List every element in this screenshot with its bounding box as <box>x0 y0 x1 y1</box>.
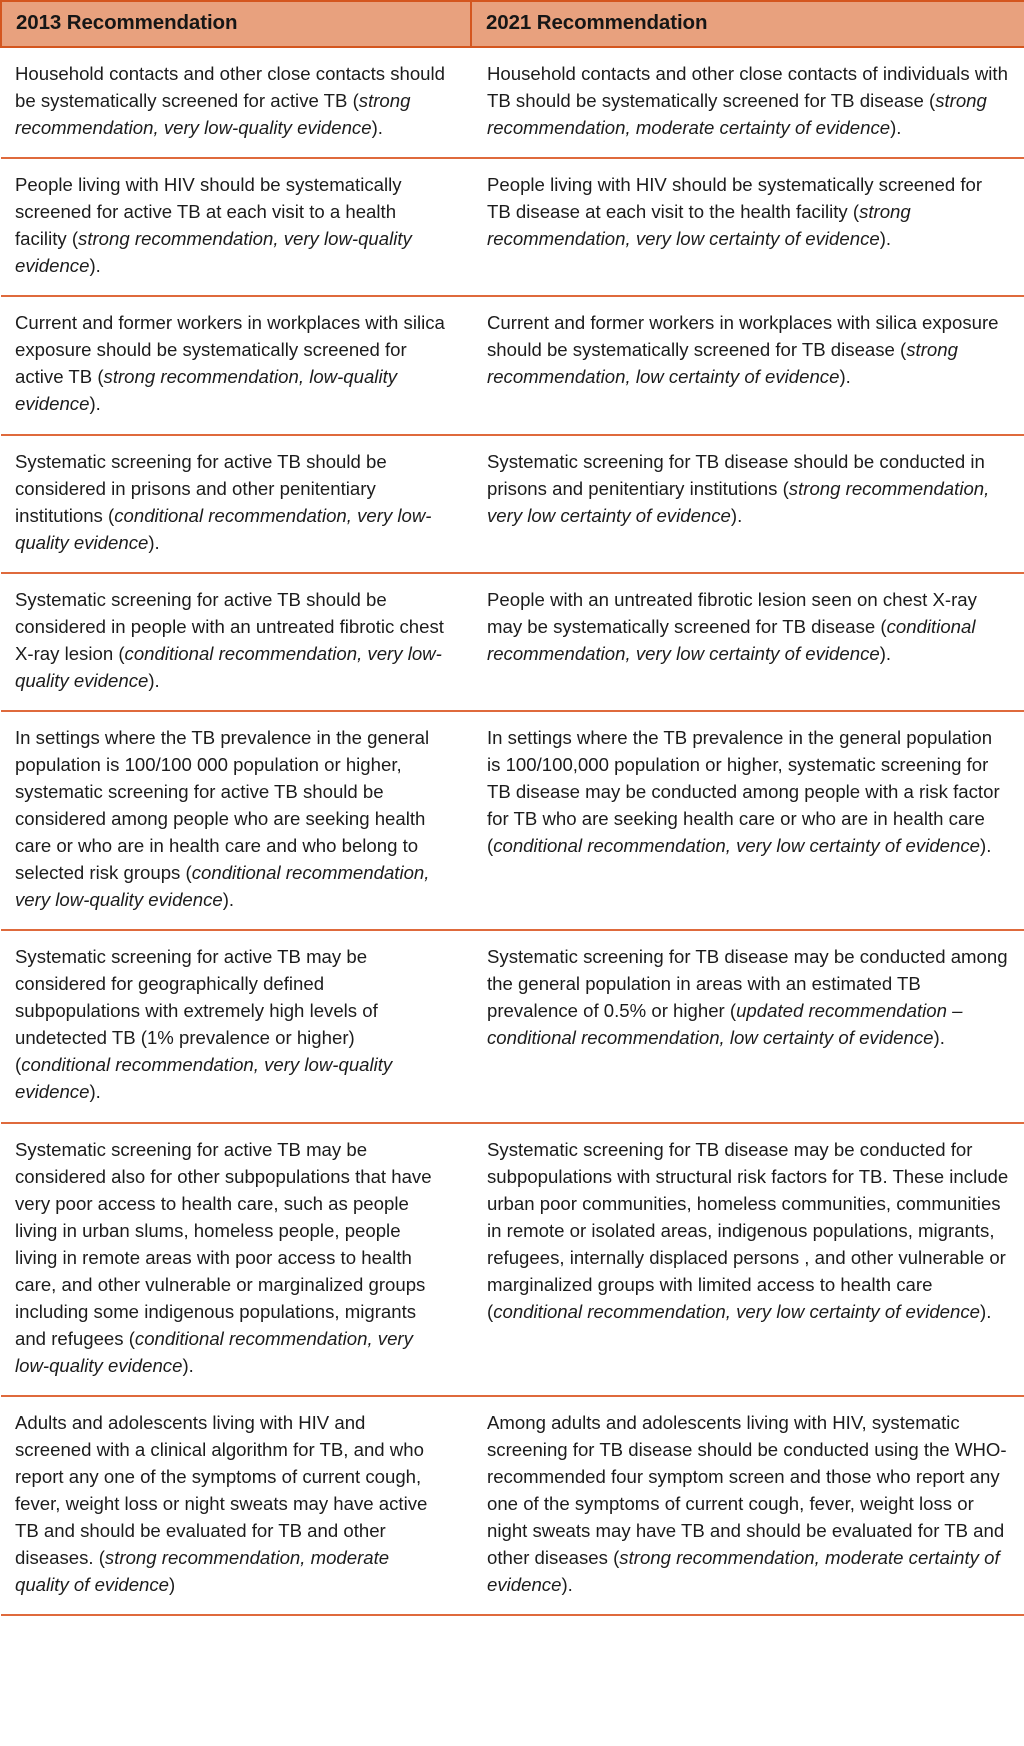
recommendation-tail: ). <box>89 393 101 415</box>
recommendation-tail: ). <box>371 117 383 139</box>
table-row <box>1 47 1024 158</box>
recommendation-statement: In settings where the TB prevalence in the general population is 100/100,000 population or higher, systematic screening for TB disease may be conducted among people with a risk factor for TB who are seeking health care or who are in health care ( <box>487 726 1000 857</box>
recommendation-statement: Current and former workers in workplaces with silica exposure should be systematically screened for TB disease ( <box>487 312 999 361</box>
recommendation-cell-2013 <box>1 711 471 930</box>
recommendation-text <box>15 586 447 694</box>
recommendation-statement: Systematic screening for active TB should be considered in people with an untreated fibrotic chest X-ray lesion ( <box>15 588 444 664</box>
column-header-2021: 2021 Recommendation <box>471 1 1024 47</box>
recommendation-tail: ). <box>730 504 743 526</box>
evidence-grade: conditional recommendation, very low-quality evidence <box>15 1327 413 1376</box>
recommendation-cell-2021 <box>471 296 1024 434</box>
table-row <box>1 573 1024 711</box>
recommendation-tail: ). <box>148 531 160 553</box>
table-row <box>1 711 1024 930</box>
recommendation-statement: Systematic screening for TB disease should be conducted in prisons and penitentiary institutions ( <box>487 450 985 499</box>
recommendation-statement: In settings where the TB prevalence in the general population is 100/100 000 population or higher, systematic screening for active TB should be considered among people who are seeking health care or who are in health care and who belong to selected risk groups ( <box>15 726 430 884</box>
evidence-grade: strong recommendation, moderate certainty of evidence <box>487 1547 1000 1596</box>
table-row <box>1 158 1024 296</box>
recommendation-text <box>15 1409 447 1598</box>
recommendation-cell-2021 <box>471 930 1024 1122</box>
recommendation-text <box>15 309 447 417</box>
recommendation-tail: ) <box>169 1574 176 1596</box>
recommendation-statement: Household contacts and other close contacts of individuals with TB should be systematically screened for TB disease ( <box>487 63 1008 112</box>
header-row <box>1 1 1024 47</box>
recommendation-tail: ). <box>839 366 851 388</box>
recommendation-text <box>15 724 447 913</box>
evidence-grade: strong recommendation, moderate quality of evidence <box>15 1547 390 1596</box>
evidence-grade: strong recommendation, very low certainty of evidence <box>487 477 990 526</box>
recommendation-text <box>487 724 1009 859</box>
recommendation-cell-2013 <box>1 158 471 296</box>
recommendation-cell-2013 <box>1 435 471 573</box>
evidence-grade: conditional recommendation, very low certainty of evidence <box>493 1300 980 1322</box>
recommendation-tail: ). <box>980 1300 992 1322</box>
evidence-grade: strong recommendation, moderate certainty of evidence <box>487 90 987 139</box>
recommendation-cell-2013 <box>1 930 471 1122</box>
recommendation-cell-2021 <box>471 158 1024 296</box>
recommendation-cell-2021 <box>471 47 1024 158</box>
evidence-grade: conditional recommendation, very low certainty of evidence <box>487 615 976 664</box>
evidence-grade: strong recommendation, low-quality evidence <box>15 366 398 415</box>
evidence-grade: conditional recommendation, very low certainty of evidence <box>493 835 980 857</box>
recommendation-statement: Current and former workers in workplaces with silica exposure should be systematically screened for active TB ( <box>15 312 445 388</box>
recommendation-cell-2021 <box>471 573 1024 711</box>
recommendation-text <box>15 448 447 556</box>
recommendation-tail: ). <box>933 1027 945 1049</box>
evidence-grade: conditional recommendation, very low-quality evidence <box>15 642 442 691</box>
table-row <box>1 296 1024 434</box>
recommendation-tail: ). <box>89 1081 101 1103</box>
recommendation-text <box>15 1136 447 1379</box>
recommendation-tail: ). <box>561 1574 573 1596</box>
recommendation-cell-2013 <box>1 1396 471 1615</box>
recommendation-text <box>487 309 1009 390</box>
evidence-grade: strong recommendation, low certainty of evidence <box>487 339 958 388</box>
recommendation-cell-2013 <box>1 47 471 158</box>
evidence-grade: strong recommendation, very low-quality evidence <box>15 90 411 139</box>
evidence-grade: conditional recommendation, very low-quality evidence <box>15 504 432 553</box>
recommendation-statement: Systematic screening for active TB may be considered for geographically defined subpopulations with extremely high levels of undetected TB (1% prevalence or higher) ( <box>15 946 378 1076</box>
recommendation-statement: Systematic screening for TB disease may be conducted for subpopulations with structural risk factors for TB. These include urban poor communities, homeless communities, communities in remote or isolated areas, indigenous populations, migrants, refugees, internally displaced persons , and other vulnerable or marginalized groups with limited access to health care ( <box>487 1138 1009 1322</box>
table-row <box>1 1123 1024 1396</box>
table-row <box>1 1396 1024 1615</box>
recommendation-tail: ). <box>980 835 992 857</box>
recommendation-cell-2013 <box>1 573 471 711</box>
recommendation-tail: ). <box>879 228 892 250</box>
recommendation-statement: Household contacts and other close contacts should be systematically screened for active TB ( <box>15 63 445 112</box>
recommendation-statement: People living with HIV should be systematically screened for TB disease at each visit to the health facility ( <box>487 174 983 223</box>
recommendation-text <box>487 60 1009 141</box>
recommendation-tail: ). <box>890 117 902 139</box>
table-header <box>1 1 1024 47</box>
recommendation-cell-2021 <box>471 711 1024 930</box>
recommendation-cell-2021 <box>471 1396 1024 1615</box>
evidence-grade: conditional recommendation, very low-quality evidence <box>15 862 430 911</box>
evidence-grade: strong recommendation, very low certainty of evidence <box>487 201 911 250</box>
recommendation-statement: People living with HIV should be systematically screened for active TB at each visit to a health facility ( <box>15 174 402 250</box>
recommendation-statement: Adults and adolescents living with HIV and screened with a clinical algorithm for TB, and who report any one of the symptoms of current cough, fever, weight loss or night sweats may have active TB and should be evaluated for TB and other diseases. ( <box>15 1411 428 1569</box>
recommendation-statement: People with an untreated fibrotic lesion seen on chest X-ray may be systematically screened for TB disease ( <box>487 588 977 637</box>
recommendation-cell-2013 <box>1 1123 471 1396</box>
column-header-2013: 2013 Recommendation <box>1 1 471 47</box>
recommendation-tail: ). <box>222 889 235 911</box>
recommendation-text <box>15 171 447 279</box>
recommendation-statement: Systematic screening for active TB may be considered also for other subpopulations that have very poor access to health care, such as people living in urban slums, homeless people, people living in remote areas with poor access to health care, and other vulnerable or marginalized groups including some indigenous populations, migrants and refugees ( <box>15 1138 432 1349</box>
recommendation-statement: Among adults and adolescents living with HIV, systematic screening for TB disease should be conducted using the WHO-recommended four symptom screen and those who report any one of the symptoms of current cough, fever, weight loss or night sweats may have TB and should be evaluated for TB and other diseases ( <box>487 1411 1007 1569</box>
recommendation-tail: ). <box>879 642 892 664</box>
recommendation-text <box>487 448 1009 529</box>
recommendation-tail: ). <box>89 255 101 277</box>
recommendation-cell-2021 <box>471 1123 1024 1396</box>
table-row <box>1 435 1024 573</box>
evidence-grade: strong recommendation, very low-quality evidence <box>15 228 412 277</box>
recommendation-text <box>487 1136 1009 1325</box>
recommendation-text <box>487 586 1009 667</box>
recommendation-cell-2013 <box>1 296 471 434</box>
table-row <box>1 930 1024 1122</box>
recommendation-cell-2021 <box>471 435 1024 573</box>
recommendation-text <box>15 60 447 141</box>
recommendation-tail: ). <box>182 1354 194 1376</box>
evidence-grade: updated recommendation – conditional recommendation, low certainty of evidence <box>487 1000 963 1049</box>
recommendation-statement: Systematic screening for active TB should be considered in prisons and other penitentiary institutions ( <box>15 450 387 526</box>
recommendation-text <box>487 171 1009 252</box>
recommendation-statement: Systematic screening for TB disease may be conducted among the general population in areas with an estimated TB prevalence of 0.5% or higher ( <box>487 946 1008 1022</box>
recommendation-text <box>487 1409 1009 1598</box>
recommendation-text <box>15 943 447 1105</box>
recommendation-text <box>487 943 1009 1051</box>
recommendation-tail: ). <box>148 669 160 691</box>
table-body <box>1 47 1024 1615</box>
evidence-grade: conditional recommendation, very low-quality evidence <box>15 1054 393 1103</box>
